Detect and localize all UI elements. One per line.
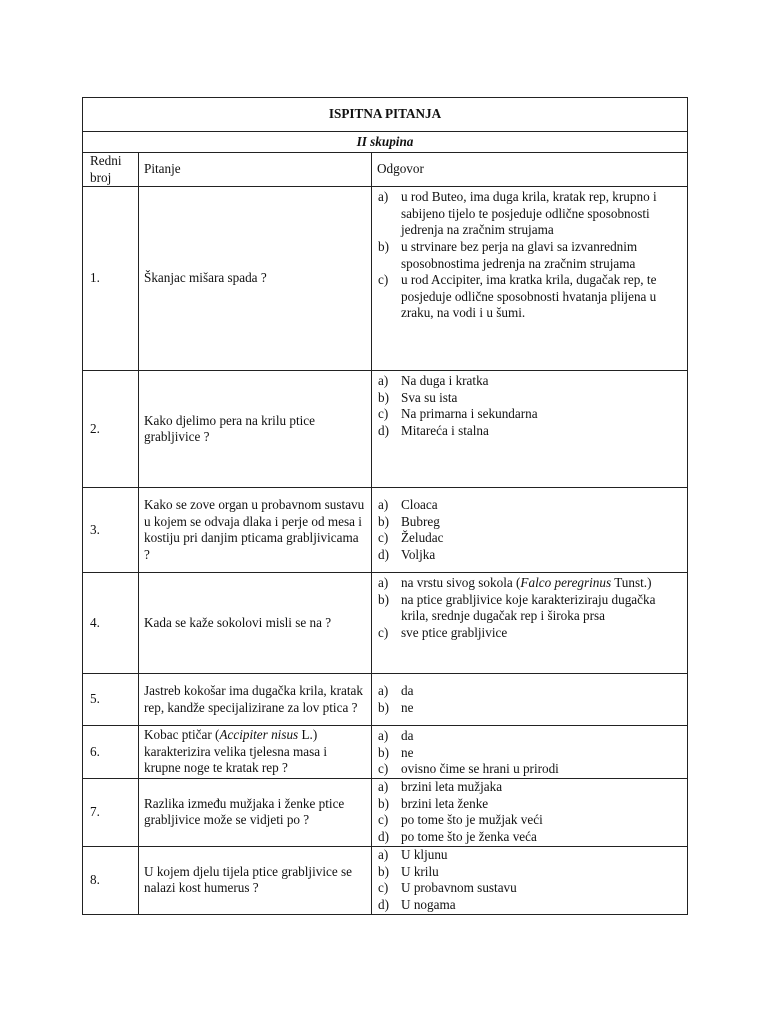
table-row	[83, 674, 688, 726]
option-text: ovisno čime se hrani u prirodi	[401, 761, 559, 777]
answer-option	[376, 847, 677, 864]
row-number: 4.	[83, 573, 139, 674]
answer-options	[372, 488, 688, 573]
option-text: sve ptice grabljivice	[401, 624, 508, 640]
option-letter: b)	[378, 513, 389, 529]
row-number: 3.	[83, 488, 139, 573]
option-letter: a)	[378, 575, 389, 591]
table-row	[83, 187, 688, 371]
answer-option	[376, 272, 677, 322]
question-text-pre: Kobac ptičar (	[144, 727, 220, 743]
option-text: po tome što je ženka veća	[401, 829, 537, 845]
answer-option	[376, 779, 677, 796]
option-text	[401, 575, 677, 592]
answer-option	[376, 497, 677, 514]
option-text: u rod Accipiter, ima kratka krila, dugačak rep, te posjeduje odlične sposobnosti hvatanja plijena u zraku, na vodi i u šumi.	[401, 272, 657, 321]
row-number: 1.	[83, 187, 139, 371]
answer-option	[376, 745, 677, 762]
answer-option	[376, 547, 677, 564]
answer-options	[372, 846, 688, 914]
option-letter: b)	[378, 795, 389, 811]
option-text: Na primarna i sekundarna	[401, 406, 538, 422]
species-name: Accipiter nisus	[219, 727, 299, 743]
question-text: Kada se kaže sokolovi misli se na ?	[139, 573, 372, 674]
option-text: Bubreg	[401, 513, 440, 529]
group-label: II skupina	[83, 132, 688, 153]
row-number: 5.	[83, 674, 139, 726]
question-text: U kojem djelu tijela ptice grabljivice se nalazi kost humerus ?	[139, 846, 372, 914]
option-letter: a)	[378, 683, 389, 699]
option-text: U probavnom sustavu	[401, 880, 517, 896]
answer-option	[376, 864, 677, 881]
option-letter: d)	[378, 829, 389, 845]
answer-options	[372, 371, 688, 488]
option-letter: d)	[378, 897, 389, 913]
option-letter: c)	[378, 812, 389, 828]
answer-option	[376, 761, 677, 778]
column-header-answer: Odgovor	[372, 153, 688, 187]
option-letter: b)	[378, 591, 389, 607]
option-text: Na duga i kratka	[401, 373, 489, 389]
exam-questions-table	[82, 97, 688, 915]
answer-option	[376, 514, 677, 531]
option-text: Mitareća i stalna	[401, 422, 489, 438]
option-text: po tome što je mužjak veći	[401, 812, 543, 828]
option-text: da	[401, 683, 414, 699]
option-text: u rod Buteo, ima duga krila, kratak rep, krupno i sabijeno tijelo te posjeduje odlične sposobnosti jedrenja na zračnim strujama	[401, 189, 657, 238]
option-letter: a)	[378, 497, 389, 512]
option-letter: b)	[378, 238, 389, 254]
option-text: U krilu	[401, 863, 439, 879]
question-text: Razlika između mužjaka i ženke ptice grabljivice može se vidjeti po ?	[139, 778, 372, 846]
row-number: 8.	[83, 846, 139, 914]
option-letter: c)	[378, 624, 389, 640]
answer-option	[376, 812, 677, 829]
option-text-pre: na vrstu sivog sokola (	[401, 575, 521, 591]
option-letter: c)	[378, 880, 389, 896]
row-number: 6.	[83, 726, 139, 779]
row-number: 7.	[83, 778, 139, 846]
group-row	[83, 132, 688, 153]
option-letter: a)	[378, 728, 389, 744]
answer-option	[376, 390, 677, 407]
answer-option	[376, 897, 677, 914]
answer-option	[376, 423, 677, 440]
table-title-row	[83, 98, 688, 132]
table-row	[83, 371, 688, 488]
answer-option	[376, 683, 677, 700]
answer-options	[372, 674, 688, 726]
table-row	[83, 846, 688, 914]
option-letter: a)	[378, 847, 389, 863]
answer-option	[376, 700, 677, 717]
answer-option	[376, 592, 677, 625]
table-row	[83, 488, 688, 573]
answer-options	[372, 187, 688, 371]
option-text: Cloaca	[401, 497, 438, 512]
column-header-question: Pitanje	[139, 153, 372, 187]
answer-option	[376, 406, 677, 423]
option-letter: a)	[378, 373, 389, 389]
option-text-post: Tunst.)	[611, 575, 652, 591]
question-text: Kako se zove organ u probavnom sustavu u kojem se odvaja dlaka i perje od mesa i kostiju pri danjim pticama grabljivicama ?	[139, 488, 372, 573]
question-text-post: L.) karakterizira velika tjelesna masa i krupne noge te kratak rep ?	[144, 727, 328, 776]
option-letter: c)	[378, 406, 389, 422]
option-letter: c)	[378, 272, 389, 288]
table-row	[83, 573, 688, 674]
answer-option	[376, 373, 677, 390]
species-name: Falco peregrinus	[520, 575, 612, 591]
option-letter: b)	[378, 863, 389, 879]
option-text: brzini leta ženke	[401, 795, 489, 811]
column-header-row	[83, 153, 688, 187]
question-text: Jastreb kokošar ima dugačka krila, kratak rep, kandže specijalizirane za lov ptica ?	[139, 674, 372, 726]
option-text: ne	[401, 744, 414, 760]
option-text: ne	[401, 699, 414, 715]
answer-option	[376, 625, 677, 642]
answer-option	[376, 239, 677, 272]
question-text: Kako djelimo pera na krilu ptice grabljivice ?	[139, 371, 372, 488]
option-letter: c)	[378, 761, 389, 777]
answer-options	[372, 726, 688, 779]
option-letter: a)	[378, 779, 389, 795]
question-text: Škanjac mišara spada ?	[139, 187, 372, 371]
option-letter: a)	[378, 189, 389, 205]
answer-option	[376, 530, 677, 547]
option-text: Voljka	[401, 546, 436, 562]
question-text	[139, 726, 372, 779]
option-text: Želudac	[401, 530, 444, 546]
option-letter: b)	[378, 744, 389, 760]
column-header-number: Redni broj	[83, 153, 139, 187]
table-row	[83, 726, 688, 779]
option-text: da	[401, 728, 414, 744]
answer-option	[376, 728, 677, 745]
option-letter: c)	[378, 530, 389, 546]
answer-options	[372, 573, 688, 674]
option-text: brzini leta mužjaka	[401, 779, 503, 795]
answer-option	[376, 189, 677, 239]
answer-option	[376, 575, 677, 592]
option-letter: d)	[378, 422, 389, 438]
option-text: U kljunu	[401, 847, 448, 863]
row-number: 2.	[83, 371, 139, 488]
answer-options	[372, 778, 688, 846]
option-text: na ptice grabljivice koje karakteriziraju dugačka krila, srednje dugačak rep i široka prsa	[401, 591, 656, 624]
table-row	[83, 778, 688, 846]
option-letter: d)	[378, 546, 389, 562]
option-letter: b)	[378, 389, 389, 405]
option-text: U nogama	[401, 897, 456, 913]
table-title: ISPITNA PITANJA	[83, 98, 688, 132]
option-text: u strvinare bez perja na glavi sa izvanrednim sposobnostima jedrenja na zračnim strujama	[401, 238, 638, 271]
answer-option	[376, 829, 677, 846]
answer-option	[376, 880, 677, 897]
answer-option	[376, 796, 677, 813]
option-letter: b)	[378, 699, 389, 715]
option-text: Sva su ista	[401, 389, 458, 405]
